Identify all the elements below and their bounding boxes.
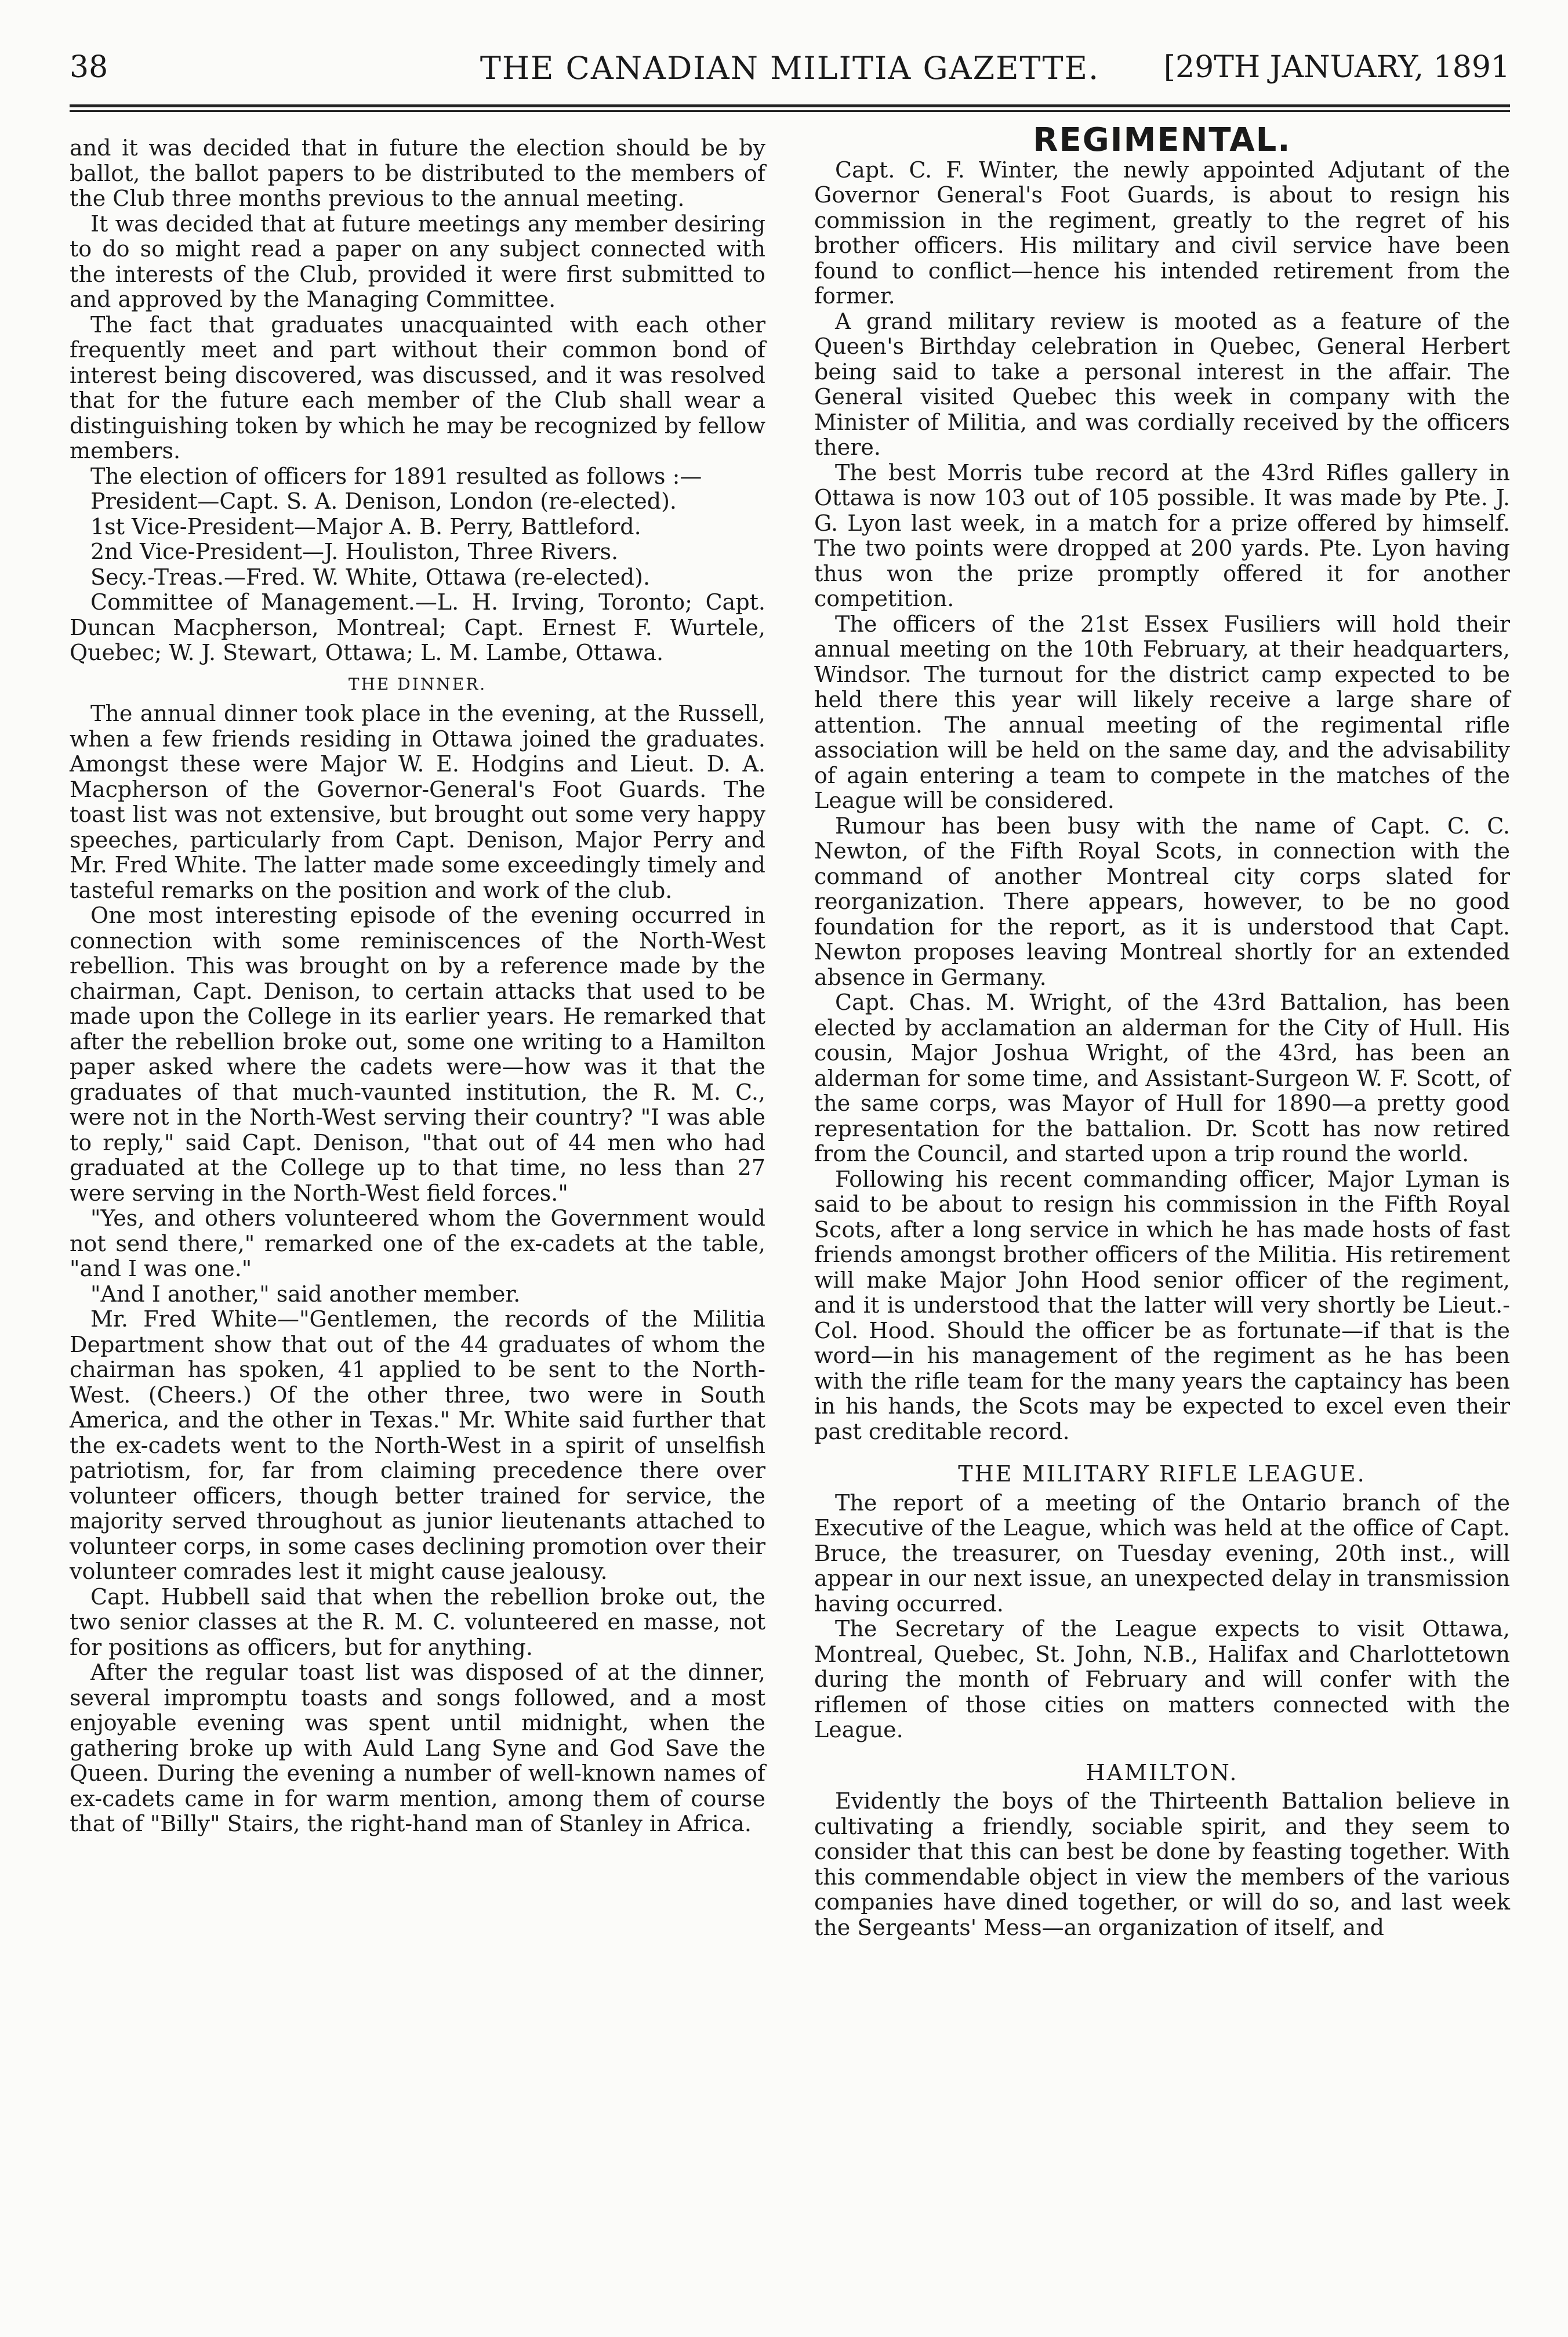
- left-column: [70, 136, 765, 1837]
- paragraph: One most interesting episode of the evening occurred in connection with some reminiscences of the North-West rebellion. This was brought on by a reference made by the chairman, Capt. Denison, to certain attacks that used to be made upon the College in its earlier years. He remarked that after the rebellion broke out, some one writing to a Hamilton paper asked where the cadets were—how was it that the graduates of that much-vaunted institution, the R. M. C., were not in the North-West serving their country? "I was able to reply," said Capt. Denison, "that out of 44 men who had graduated at the College up to that time, no less than 27 were serving in the North-West field forces.": [70, 903, 765, 1206]
- paragraph: "And I another," said another member.: [90, 1281, 521, 1307]
- paragraph: The election of officers for 1891 resulted as follows :—: [90, 463, 702, 489]
- paragraph: The fact that graduates unacquainted with each other frequently meet and part without their common bond of interest being discovered, was discussed, and it was resolved that for the future each member of the Club shall wear a distinguishing token by which he may be recognized by fellow members.: [70, 311, 765, 463]
- officer-line: President—Capt. S. A. Denison, London (re-elected).: [90, 488, 677, 514]
- page-number: 38: [70, 50, 108, 85]
- paragraph: The officers of the 21st Essex Fusiliers will hold their annual meeting on the 10th February, at their headquarters, Windsor. The turnout for the district camp expected to be held there this year will likely receive a large share of attention. The annual meeting of the regimental rifle association will be held on the same day, and the advisability of again entering a team to compete in the matches of the League will be considered.: [814, 611, 1510, 813]
- paragraph: The Secretary of the League expects to visit Ottawa, Montreal, Quebec, St. John, N.B., Halifax and Charlottetown during the month of February and will confer with the riflemen of those cities on matters connected with the League.: [814, 1616, 1510, 1742]
- header-rule-thin: [70, 110, 1510, 112]
- officer-line: 1st Vice-President—Major A. B. Perry, Battleford.: [90, 513, 641, 539]
- officer-line: Secy.-Treas.—Fred. W. White, Ottawa (re-elected).: [90, 564, 651, 590]
- dinner-heading: THE DINNER.: [348, 674, 487, 694]
- issue-date: [29TH JANUARY, 1891: [1163, 50, 1510, 85]
- paragraph: Rumour has been busy with the name of Capt. C. C. Newton, of the Fifth Royal Scots, in connection with the command of another Montreal city corps slated for reorganization. There appears, however, to be no good foundation for the report, as it is understood that Capt. Newton proposes leaving Montreal shortly for an extended absence in Germany.: [814, 813, 1510, 990]
- paragraph: and it was decided that in future the election should be by ballot, the ballot papers to be distributed to the members of the Club three months previous to the annual meeting.: [70, 135, 765, 211]
- paragraph: Evidently the boys of the Thirteenth Battalion believe in cultivating a friendly, sociable spirit, and they seem to consider that this can best be done by feasting together. With this commendable object in view the members of the various companies have dined together, or will do so, and last week the Sergeants' Mess—an organization of itself, and: [814, 1788, 1510, 1940]
- paragraph: Mr. Fred White—"Gentlemen, the records of the Militia Department show that out of the 44 graduates of whom the chairman has spoken, 41 applied to be sent to the North-West. (Cheers.) Of the other three, two were in South America, and the other in Texas." Mr. White said further that the ex-cadets went to the North-West in a spirit of unselfish patriotism, for, far from claiming precedence there over volunteer officers, though better trained for service, the majority served throughout as junior lieutenants attached to volunteer corps, in some cases declining promotion over their volunteer comrades lest it might cause jealousy.: [70, 1306, 765, 1584]
- paragraph: Capt. Hubbell said that when the rebellion broke out, the two senior classes at the R. M. C. volunteered en masse, not for positions as officers, but for anything.: [70, 1584, 765, 1660]
- right-column: [814, 121, 1510, 1940]
- paragraph: After the regular toast list was disposed of at the dinner, several impromptu toasts and songs followed, and a most enjoyable evening was spent until midnight, when the gathering broke up with Auld Lang Syne and God Save the Queen. During the evening a number of well-known names of ex-cadets came in for warm mention, among them of course that of "Billy" Stairs, the right-hand man of Stanley in Africa.: [70, 1660, 765, 1836]
- regimental-heading: REGIMENTAL.: [1033, 121, 1291, 159]
- paragraph: It was decided that at future meetings any member desiring to do so might read a paper on any subject connected with the interests of the Club, provided it were first submitted to and approved by the Managing Committee.: [70, 211, 765, 312]
- paragraph: The best Morris tube record at the 43rd Rifles gallery in Ottawa is now 103 out of 105 possible. It was made by Pte. J. G. Lyon last week, in a match for a prize offered by himself. The two points were dropped at 200 yards. Pte. Lyon having thus won the prize promptly offered it for another competition.: [814, 459, 1510, 611]
- paragraph: A grand military review is mooted as a feature of the Queen's Birthday celebration in Quebec, General Herbert being said to take a personal interest in the affair. The General visited Quebec this week in company with the Minister of Militia, and was cordially received by the officers there.: [814, 308, 1510, 460]
- paragraph: Capt. Chas. M. Wright, of the 43rd Battalion, has been elected by acclamation an alderman for the City of Hull. His cousin, Major Joshua Wright, of the 43rd, has been an alderman for some time, and Assistant-Surgeon W. F. Scott, of the same corps, was Mayor of Hull for 1890—a pretty good representation for the battalion. Dr. Scott has now retired from the Council, and started upon a trip round the world.: [814, 990, 1510, 1166]
- header-rule: [70, 104, 1510, 107]
- paragraph: "Yes, and others volunteered whom the Government would not send there," remarked one of the ex-cadets at the table, "and I was one.": [70, 1205, 765, 1281]
- committee-paragraph: Committee of Management.—L. H. Irving, Toronto; Capt. Duncan Macpherson, Montreal; Capt. Ernest F. Wurtele, Quebec; W. J. Stewart, Ottawa; L. M. Lambe, Ottawa.: [70, 589, 765, 665]
- page-header: [70, 50, 1510, 96]
- paragraph: The report of a meeting of the Ontario branch of the Executive of the League, which was held at the office of Capt. Bruce, the treasurer, on Tuesday evening, 20th inst., will appear in our next issue, an unexpected delay in transmission having occurred.: [814, 1490, 1510, 1617]
- publication-title: THE CANADIAN MILITIA GAZETTE.: [480, 50, 1100, 86]
- rifle-league-heading: THE MILITARY RIFLE LEAGUE.: [958, 1461, 1366, 1487]
- paragraph: Capt. C. F. Winter, the newly appointed Adjutant of the Governor General's Foot Guards, is about to resign his commission in the regiment, greatly to the regret of his brother officers. His military and civil service have been found to conflict—hence his intended retirement from the former.: [814, 157, 1510, 309]
- paragraph: Following his recent commanding officer, Major Lyman is said to be about to resign his commission in the Fifth Royal Scots, after a long service in which he has made hosts of fast friends amongst brother officers of the Militia. His retirement will make Major John Hood senior officer of the regiment, and it is understood that the latter will very shortly be Lieut.-Col. Hood. Should the officer be as fortunate—if that is the word—in his management of the regiment as he has been with the rifle team for the many years the captaincy has been in his hands, the Scots may be expected to excel even their past creditable record.: [814, 1166, 1510, 1444]
- officer-line: 2nd Vice-President—J. Houliston, Three Rivers.: [90, 539, 619, 564]
- hamilton-heading: HAMILTON.: [1086, 1759, 1239, 1785]
- paragraph: The annual dinner took place in the evening, at the Russell, when a few friends residing in Ottawa joined the graduates. Amongst these were Major W. E. Hodgins and Lieut. D. A. Macpherson of the Governor-General's Foot Guards. The toast list was not extensive, but brought out some very happy speeches, particularly from Capt. Denison, Major Perry and Mr. Fred White. The latter made some exceedingly timely and tasteful remarks on the position and work of the club.: [70, 701, 765, 903]
